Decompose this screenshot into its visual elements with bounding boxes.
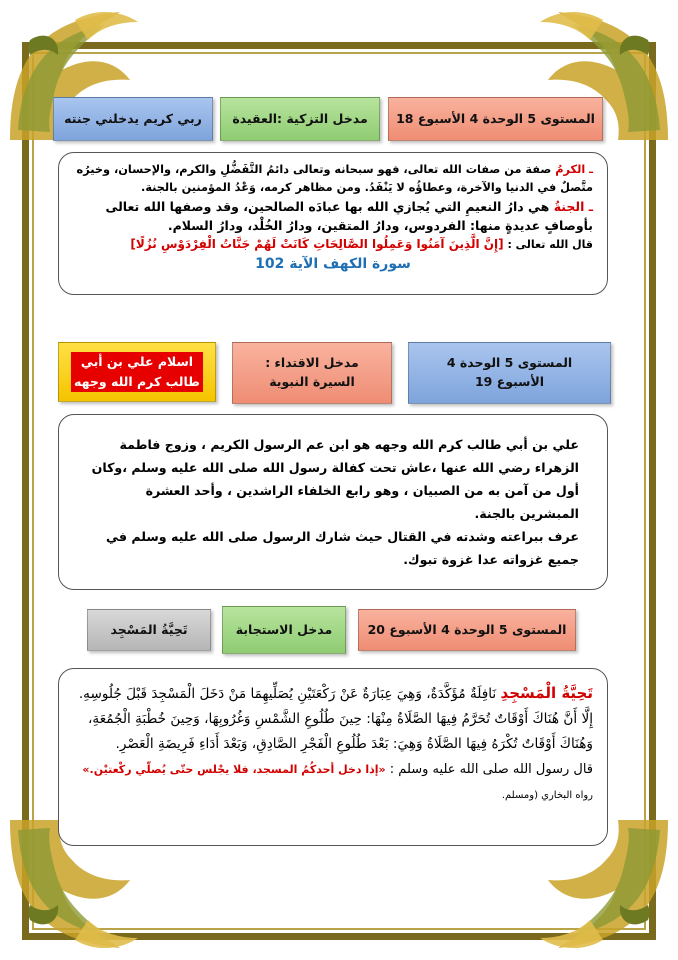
ali-paragraph-2: عرف ببراعته وشدته في القتال حيث شارك الرسول صلى الله عليه وسلم في جميع غزواته عدا غزوة تبوك. [106, 529, 579, 567]
masjid-paragraph [73, 681, 593, 757]
verse-intro: قال الله تعالى : [507, 238, 593, 251]
level-week-19-tag: المستوى 5 الوحدة 4 الأسبوع 19 [408, 342, 611, 404]
janna-paragraph [73, 197, 593, 235]
hadith-intro: قال رسول الله صلى الله عليه وسلم : [389, 762, 593, 777]
masjid-term: تَحِيَّةُ الْمَسْجِدِ [500, 684, 593, 702]
hadith-line [73, 757, 593, 808]
verse-text: [إِنَّ الَّذِينَ آمَنُوا وَعَمِلُوا الصَّالِحَاتِ كَانَتْ لَهُمْ جَنَّاتُ الْفِرْدَوْسِ نُزُلًا] [130, 237, 504, 251]
level-week-20-tag: المستوى 5 الوحدة 4 الأسبوع 20 [358, 609, 576, 651]
karam-paragraph [73, 161, 593, 197]
karam-term: ـ الكرمُ [555, 163, 593, 176]
karam-text: صفة من صفات الله تعالى، فهو سبحانه وتعالى دائمُ التَّفَضُّلِ والكرم، والإحسان، وخيرُه متَّصلٌ في الدنيا والآخرة، وعطاؤُه لا يَنْفَدُ. ومن مظاهر كرمه، وَعْدُ المؤمنين بالجنة. [76, 163, 593, 194]
entry-iqtida-tag: مدخل الاقتداء : السيرة النبوية [232, 342, 392, 404]
ali-paragraph-1: علي بن أبي طالب كرم الله وجهه هو ابن عم الرسول الكريم ، وزوج فاطمة الزهراء رضي الله عنها ،عاش تحت كفالة رسول الله صلى الله عليه وسلم ،وكان أول من آمن به من الصبيان ، وهو رابع الخلفاء الراشدين ، وأحد العشرة المبشرين بالجنة. [91, 437, 579, 521]
ali-title-highlight: اسلام علي بن أبي طالب كرم الله وجهه [71, 352, 203, 392]
entry-istijaba-tag: مدخل الاستجابة [222, 606, 346, 654]
aqida-content-box [58, 152, 608, 295]
level-week-18-tag: المستوى 5 الوحدة 4 الأسبوع 18 [388, 97, 603, 141]
lesson-title-tag-ali [58, 342, 216, 402]
masjid-content-box [58, 668, 608, 846]
ali-content-box [58, 414, 608, 590]
lesson-title-tag-masjid: تَحِيَّةُ المَسْجِد [87, 609, 211, 651]
entry-tazkiya-tag: مدخل التزكية :العقيدة [220, 97, 380, 141]
masjid-text: نَافِلَةٌ مُؤَكَّدَةٌ، وَهِيَ عِبَارَةٌ عَنْ رَكْعَتَيْنِ يُصَلِّيهِمَا مَنْ دَخَلَ الْمَسْجِدَ قَبْلَ جُلُوسِهِ. إِلَّا أَنَّ هُنَاكَ أَوْقَاتٌ تُحَرَّمُ فِيهَا الصَّلَاةُ مِنْهَا: حِينَ طُلُوعِ الشَّمْسِ وَغُرُوبِهَا، وَحِينَ خُطْبَةِ الْجُمُعَةِ، وَهُنَاكَ أَوْقَاتٌ تُكْرَهُ فِيهَا الصَّلَاةُ وَهِيَ: بَعْدَ طُلُوعِ الْفَجْرِ الصَّادِقِ، وَبَعْدَ أَدَاءِ فَرِيضَةِ الْعَصْرِ. [78, 686, 593, 752]
surah-reference: سورة الكهف الآية 102 [255, 256, 411, 272]
lesson-title-tag: ربي كريم يدخلني جنته [53, 97, 213, 141]
hadith-source: رواه البخاري (ومسلم. [501, 790, 593, 801]
verse-line [73, 235, 593, 254]
janna-text: هي دارُ النعيمِ التي يُجازي الله بها عبادَه الصالحين، وقد وصفها الله تعالى بأوصافٍ عديدةٍ منها: الفردوس، ودارُ المتقين، ودارُ الخُلْد، ودارُ السلام. [105, 199, 593, 233]
janna-term: ـ الجنةُ [553, 199, 593, 214]
hadith-text: «إذا دخل أحدكُمُ المسجد، فلا يجْلس حتّى يُصلّي ركْعتيْن.» [82, 763, 386, 776]
